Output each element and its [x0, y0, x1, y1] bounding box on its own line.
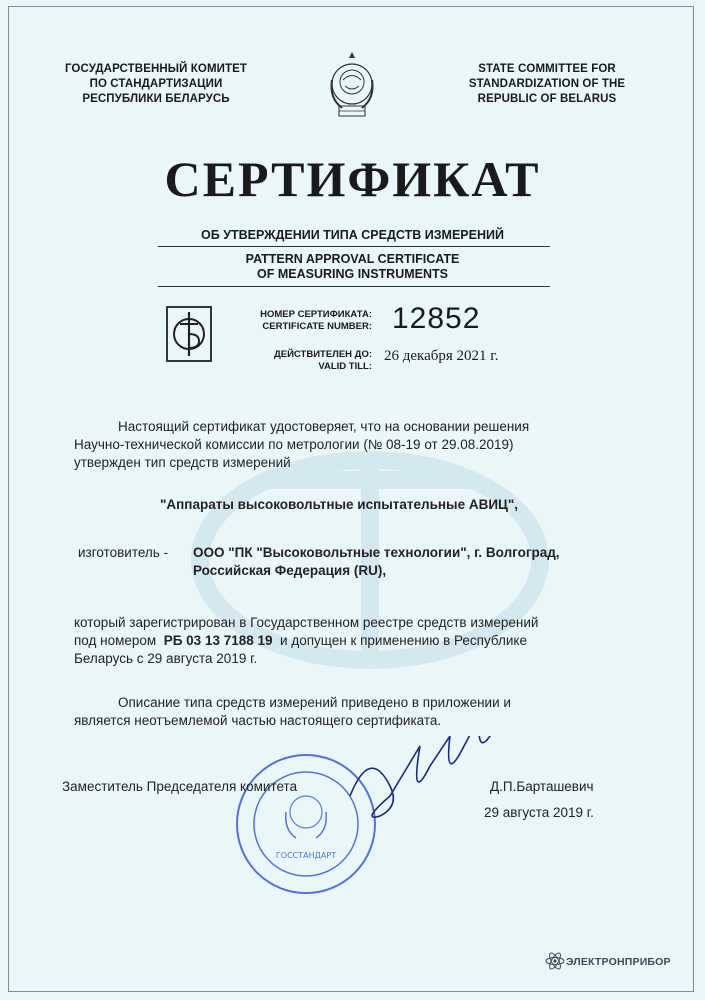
paragraph-intro-line3: утвержден тип средств измерений [74, 455, 291, 470]
stamp-center-text: ГОССТАНДАРТ [275, 851, 337, 860]
header-right-line: STATE COMMITTEE FOR [478, 63, 616, 75]
header-left-line: РЕСПУБЛИКИ БЕЛАРУСЬ [82, 93, 230, 105]
registry-number: РБ 03 13 7188 19 [163, 633, 273, 648]
subtitle-en-line: PATTERN APPROVAL CERTIFICATE [245, 252, 460, 266]
registry-suffix: и допущен к применению в Республике [280, 633, 527, 648]
paragraph-intro-line1: Настоящий сертификат удостоверяет, что на основании решения [118, 419, 530, 434]
description-line1: Описание типа средств измерений приведено в приложении и [118, 695, 511, 710]
registry-line1: который зарегистрирован в Государственном реестре средств измерений [74, 615, 539, 630]
instrument-name: "Аппараты высоковольтные испытательные АВИЦ", [160, 497, 519, 512]
signatory-name: Д.П.Барташевич [490, 779, 594, 794]
valid-till-date: 26 декабря 2021 г. [384, 348, 499, 364]
header-left-line: ПО СТАНДАРТИЗАЦИИ [89, 78, 223, 90]
signatory-position: Заместитель Председателя комитета [62, 779, 298, 794]
belarus-emblem-icon [323, 50, 381, 122]
registry-line3: Беларусь с 29 августа 2019 г. [74, 651, 258, 666]
certificate-title: СЕРТИФИКАТ [164, 151, 541, 207]
number-label-en: CERTIFICATE NUMBER: [262, 321, 372, 332]
gosstandart-logo-icon [166, 306, 212, 362]
certificate-number: 12852 [392, 302, 481, 335]
registry-prefix: под номером [74, 633, 157, 648]
valid-label-ru: ДЕЙСТВИТЕЛЕН ДО: [273, 349, 372, 360]
header-left [46, 62, 266, 107]
valid-label [222, 349, 372, 373]
header-left-line: ГОСУДАРСТВЕННЫЙ КОМИТЕТ [64, 63, 248, 75]
header-right-line: STANDARDIZATION OF THE [468, 78, 626, 90]
valid-label-en: VALID TILL: [318, 361, 372, 372]
registry-line2 [74, 632, 527, 650]
description-line2: является неотъемлемой частью настоящего сертификата. [74, 713, 442, 728]
manufacturer-label: изготовитель - [78, 545, 169, 560]
header-right [442, 62, 652, 107]
subtitle-en-line: OF MEASURING INSTRUMENTS [257, 267, 448, 281]
manufacturer-line2: Российская Федерация (RU), [193, 563, 387, 578]
paragraph-intro-line2: Научно-технической комиссии по метрологии (№ 08-19 от 29.08.2019) [74, 437, 514, 452]
atom-logo-icon [544, 950, 566, 972]
divider [158, 246, 550, 247]
signature-date: 29 августа 2019 г. [484, 805, 594, 820]
subtitle-en [0, 252, 705, 282]
divider [158, 286, 550, 287]
subtitle-ru: ОБ УТВЕРЖДЕНИИ ТИПА СРЕДСТВ ИЗМЕРЕНИЙ [201, 228, 504, 242]
header-right-line: REPUBLIC OF BELARUS [477, 93, 617, 105]
number-label [222, 309, 372, 333]
number-label-ru: НОМЕР СЕРТИФИКАТА: [260, 309, 372, 320]
brand-watermark: ЭЛЕКТРОНПРИБОР [566, 956, 671, 968]
manufacturer-line1: ООО "ПК "Высоковольтные технологии", г. Волгоград, [193, 545, 560, 560]
